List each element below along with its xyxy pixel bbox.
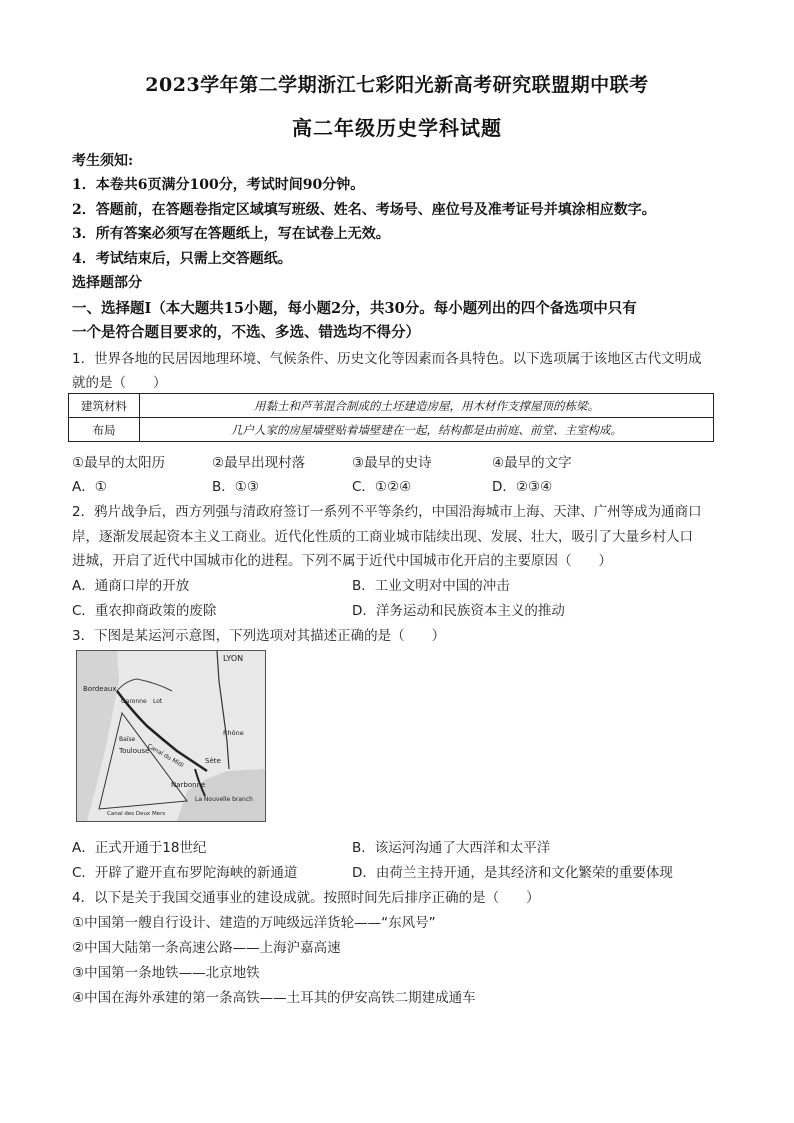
q1-stem: 就的是（ ）: [72, 375, 167, 391]
table-content: 用黏土和芦苇混合制成的土坯建造房屋，用木材作支撑屋顶的栋梁。: [140, 394, 714, 418]
q1-stem: 1．世界各地的民居因地理环境、气候条件、历史文化等因素而各具特色。以下选项属于该地区古代文明成: [72, 351, 702, 367]
exam-subtitle: 高二年级历史学科试题: [292, 116, 502, 140]
q1-option: B．①③: [212, 479, 259, 495]
q1-statement: ③最早的史诗: [352, 455, 432, 471]
table-label: 建筑材料: [69, 394, 140, 418]
map-label: Sète: [205, 757, 221, 765]
notice-heading: 考生须知:: [72, 153, 134, 169]
part-label: 选择题部分: [72, 275, 142, 291]
notice-item: 4．考试结束后，只需上交答题纸。: [72, 251, 292, 267]
q4-stem: 4．以下是关于我国交通事业的建设成就。按照时间先后排序正确的是（ ）: [72, 890, 540, 906]
q1-option: A．①: [72, 479, 107, 495]
q1-statement: ①最早的太阳历: [72, 455, 166, 471]
map-label: Rhône: [223, 729, 244, 737]
q2-stem: 2．鸦片战争后，西方列强与清政府签订一系列不平等条约，中国沿海城市上海、天津、广州等成为通商口: [72, 504, 702, 520]
map-label: Lot: [153, 698, 163, 705]
exam-title: 2023学年第二学期浙江七彩阳光新高考研究联盟期中联考: [145, 74, 649, 96]
map-label: Canal du Midi: [146, 742, 185, 770]
map-label: LYON: [223, 654, 244, 663]
notice-item: 1．本卷共6页满分100分，考试时间90分钟。: [72, 177, 365, 193]
canal-map-graphic: [77, 651, 265, 821]
q2-option: B．工业文明对中国的冲击: [352, 578, 510, 594]
q3-stem: 3．下图是某运河示意图，下列选项对其描述正确的是（ ）: [72, 628, 446, 644]
q1-statement: ②最早出现村落: [212, 455, 306, 471]
q2-stem: 进城，开启了近代中国城市化的进程。下列不属于近代中国城市化开启的主要原因（ ）: [72, 553, 612, 569]
q4-item: ③中国第一条地铁——北京地铁: [72, 965, 260, 981]
map-label: Garonne: [121, 698, 147, 705]
q4-item: ①中国第一艘自行设计、建造的万吨级远洋货轮——“东风号”: [72, 915, 436, 931]
table-content: 几户人家的房屋墙壁贴着墙壁建在一起，结构都是由前庭、前堂、主室构成。: [140, 418, 714, 442]
q1-option: D．②③④: [492, 479, 553, 495]
canal-map: [76, 650, 266, 822]
q2-option: D．洋务运动和民族资本主义的推动: [352, 603, 565, 619]
q2-option: A．通商口岸的开放: [72, 578, 190, 594]
table-row: [69, 418, 714, 442]
q4-item: ④中国在海外承建的第一条高铁——土耳其的伊安高铁二期建成通车: [72, 990, 476, 1006]
q2-option: C．重农抑商政策的废除: [72, 603, 217, 619]
q1-statement: ④最早的文字: [492, 455, 572, 471]
q3-option: A．正式开通于18世纪: [72, 840, 207, 856]
q4-item: ②中国大陆第一条高速公路——上海沪嘉高速: [72, 940, 341, 956]
map-label: La Nouvelle branch: [195, 796, 253, 803]
q3-option: B．该运河沟通了大西洋和太平洋: [352, 840, 551, 856]
table-label: 布局: [69, 418, 140, 442]
map-label: Canal des Deux Mers: [107, 811, 166, 817]
q3-option: C．开辟了避开直布罗陀海峡的新通道: [72, 865, 298, 881]
section-instructions: 一、选择题Ⅰ（本大题共15小题，每小题2分，共30分。每小题列出的四个备选项中只有: [72, 300, 637, 317]
q1-table: [68, 393, 714, 442]
q1-option: C．①②④: [352, 479, 412, 495]
table-row: [69, 394, 714, 418]
q3-option: D．由荷兰主持开通，是其经济和文化繁荣的重要体现: [352, 865, 673, 881]
q2-stem: 岸，逐渐发展起资本主义工商业。近代化性质的工商业城市陆续出现、发展、壮大，吸引了大量乡村人口: [72, 529, 693, 545]
map-label: Baïse: [119, 736, 136, 743]
map-label: Toulouse: [119, 747, 150, 755]
section-instructions: 一个是符合题目要求的，不选、多选、错选均不得分）: [72, 324, 420, 341]
notice-item: 2．答题前，在答题卷指定区域填写班级、姓名、考场号、座位号及准考证号并填涂相应数字。: [72, 202, 656, 218]
map-label: Bordeaux: [83, 685, 117, 693]
map-label: Narbonne: [171, 781, 206, 789]
notice-item: 3．所有答案必须写在答题纸上，写在试卷上无效。: [72, 226, 390, 242]
